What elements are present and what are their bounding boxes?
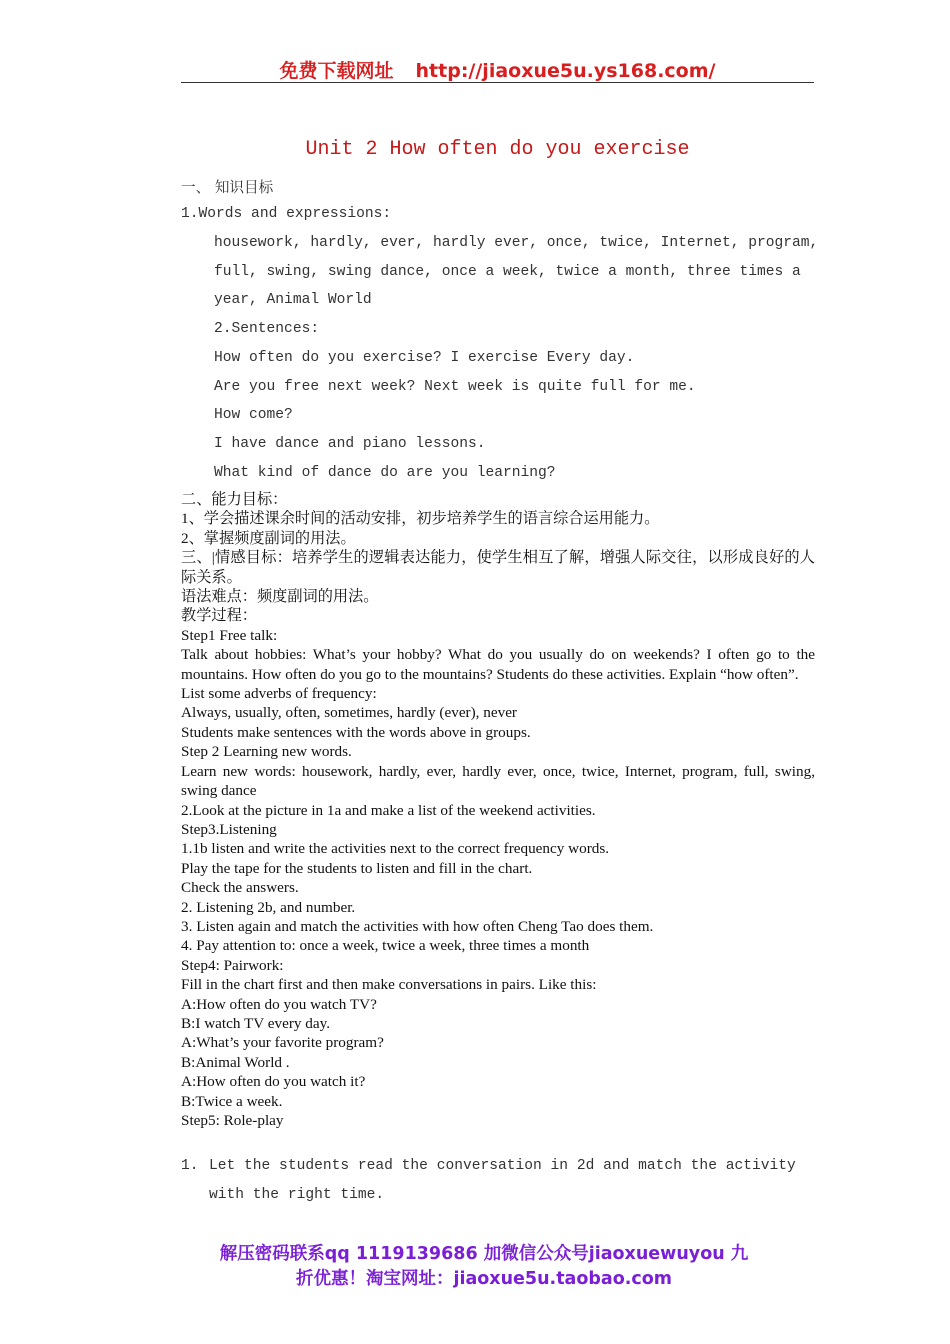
- roleplay-line: Let the students read the conversation in 2d and match the activity: [209, 1158, 796, 1174]
- body-line: Check the answers.: [181, 879, 299, 897]
- body-line: 3. Listen again and match the activities with how often Cheng Tao does them.: [181, 917, 654, 935]
- body-line: 2. Listening 2b, and number.: [181, 898, 356, 916]
- body-line: Step1 Free talk:: [181, 626, 278, 644]
- body-line: B:I watch TV every day.: [181, 1014, 331, 1032]
- body-line: Step5: Role-play: [181, 1112, 284, 1129]
- sentence-line: Are you free next week? Next week is quite full for me.: [214, 379, 696, 395]
- roleplay-line: with the right time.: [209, 1187, 385, 1203]
- body-line: 2.Look at the picture in 1a and make a list of the weekend activities.: [181, 801, 596, 819]
- body-line: A:What’s your favorite program?: [181, 1034, 384, 1052]
- body-line: Talk about hobbies: What’s your hobby? What do you usually do on weekends? I often go to the mountains. How often do you go to the mountains? Students do these activities. Explain “how often”.: [181, 646, 815, 683]
- body-line: A:How often do you watch TV?: [181, 995, 377, 1013]
- page-footer: [181, 1242, 787, 1292]
- section1-heading: 一、 知识目标: [181, 179, 274, 196]
- body-line: B:Animal World .: [181, 1053, 290, 1071]
- body-line: List some adverbs of frequency:: [181, 685, 377, 703]
- body-line: Learn new words: housework, hardly, ever, hardly ever, once, twice, Internet, program, full, swing, swing dance: [181, 762, 815, 800]
- body-line: Step3.Listening: [181, 820, 277, 838]
- sentence-line: How come?: [214, 407, 293, 423]
- words-line: full, swing, swing dance, once a week, twice a month, three times a: [214, 264, 801, 280]
- body-line: 1.1b listen and write the activities next to the correct frequency words.: [181, 840, 610, 858]
- document-title: Unit 2 How often do you exercise: [305, 138, 690, 161]
- body-line: B:Twice a week.: [181, 1092, 283, 1110]
- roleplay-number: 1.: [181, 1158, 199, 1174]
- words-line: year, Animal World: [214, 292, 372, 308]
- footer-line: 解压密码联系qq 1119139686 加微信公众号jiaoxuewuyou 九: [219, 1244, 749, 1264]
- body-line: 1、学会描述课余时间的活动安排，初步培养学生的语言综合运用能力。: [181, 510, 660, 528]
- lesson-body: [181, 490, 815, 1130]
- body-line: 三、|情感目标：培养学生的逻辑表达能力，使学生相互了解，增强人际交往，以形成良好的人际关系。: [181, 549, 815, 586]
- body-line: Step 2 Learning new words.: [181, 743, 352, 761]
- sentence-line: I have dance and piano lessons.: [214, 436, 486, 452]
- body-line: Fill in the chart first and then make conversations in pairs. Like this:: [181, 976, 597, 994]
- sentence-line: What kind of dance do are you learning?: [214, 465, 556, 481]
- body-line: 4. Pay attention to: once a week, twice a week, three times a month: [181, 937, 590, 955]
- body-line: A:How often do you watch it?: [181, 1073, 366, 1091]
- body-line: 2、掌握频度副词的用法。: [181, 529, 356, 547]
- body-line: 二、能力目标：: [181, 491, 288, 508]
- words-line: housework, hardly, ever, hardly ever, once, twice, Internet, program,: [214, 235, 819, 251]
- header-label: 免费下载网址: [279, 60, 394, 82]
- sentence-line: How often do you exercise? I exercise Every day.: [214, 350, 635, 366]
- body-line: Play the tape for the students to listen and fill in the chart.: [181, 859, 533, 877]
- body-line: Students make sentences with the words above in groups.: [181, 723, 531, 741]
- sentences-heading: 2.Sentences:: [214, 321, 320, 337]
- page-header: [181, 56, 814, 83]
- words-heading: 1.Words and expressions:: [181, 206, 392, 222]
- footer-line[interactable]: 折优惠！淘宝网址：jiaoxue5u.taobao.com: [295, 1269, 673, 1289]
- body-line: Step4: Pairwork:: [181, 956, 284, 974]
- body-line: Always, usually, often, sometimes, hardly (ever), never: [181, 704, 517, 722]
- body-line: 教学过程：: [181, 607, 257, 625]
- header-url-link[interactable]: http://jiaoxue5u.ys168.com/: [415, 60, 716, 82]
- body-line: 语法难点：频度副词的用法。: [181, 588, 379, 606]
